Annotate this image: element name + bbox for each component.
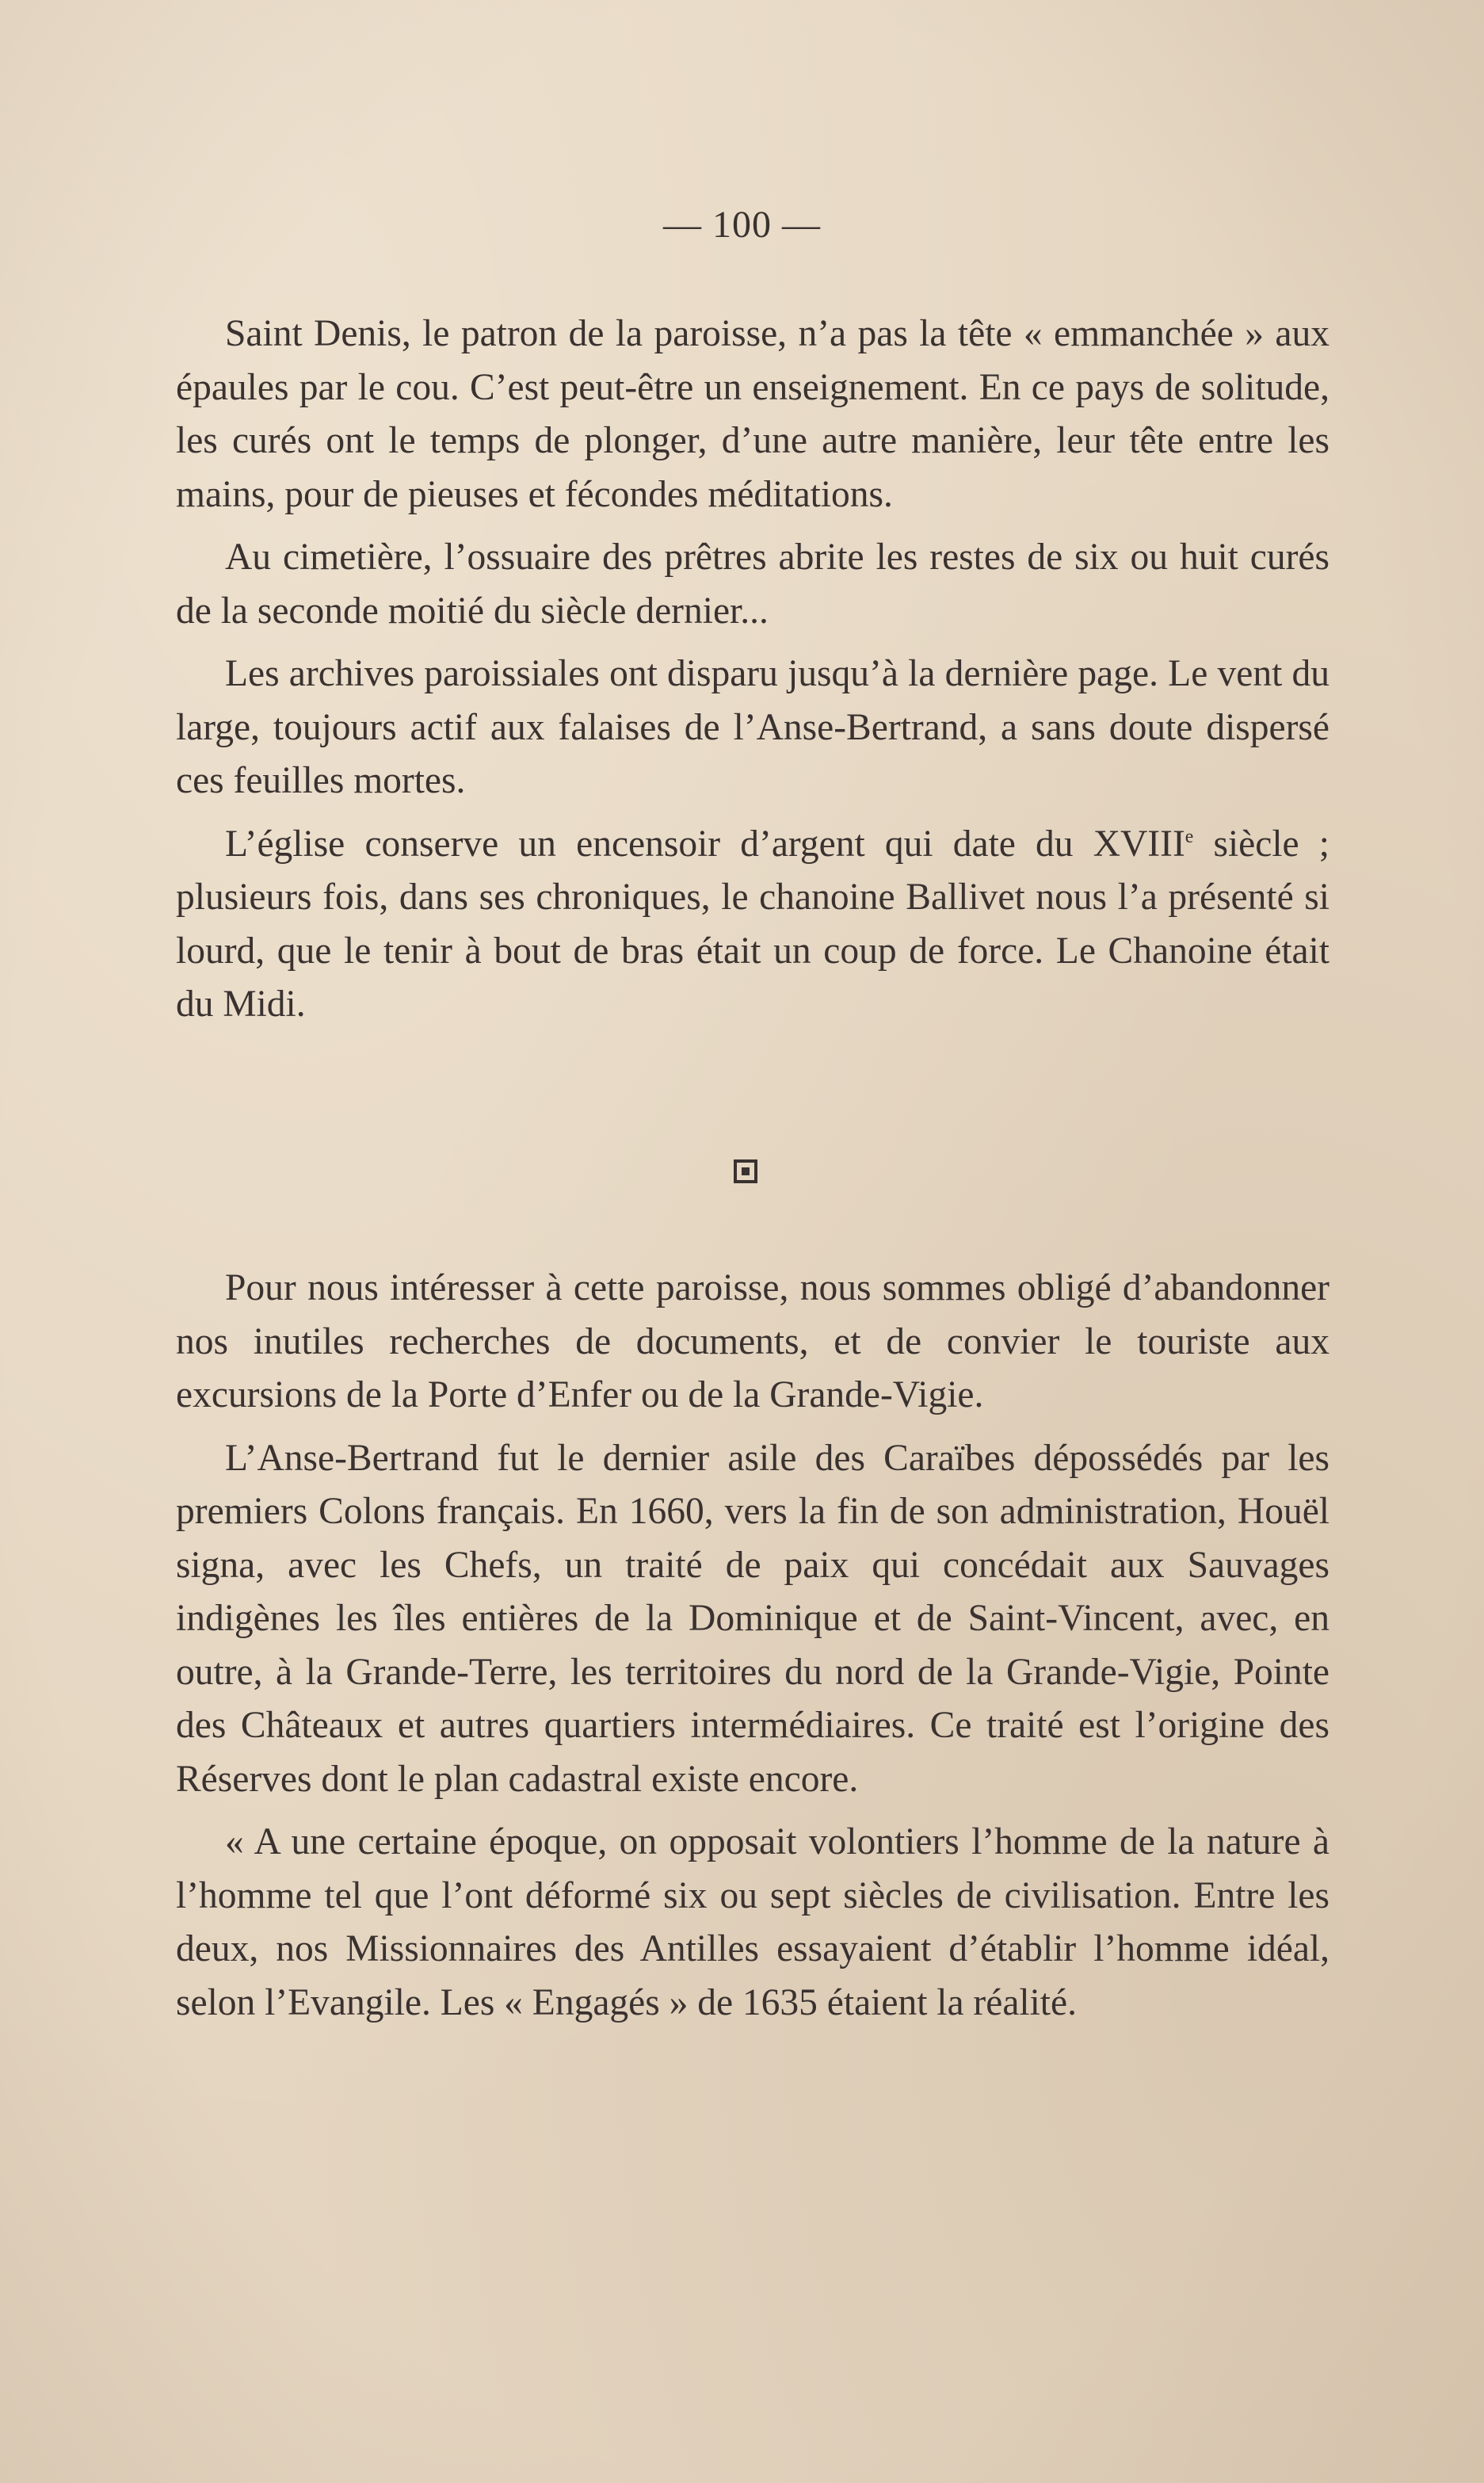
section-divider-ornament-icon [734,1159,757,1183]
text-section-2 [176,1262,1329,2039]
paragraph-encensoir [176,818,1329,1032]
paragraph-saint-denis: Saint Denis, le patron de la paroisse, n’a pas la tête « emmanchée » aux épaules par le cou. C’est peut-être un enseignement. En ce pays de solitude, les curés ont le temps de plonger, d’une autre manière, leur tête entre les mains, pour de pieuses et fécondes méditations. [176,313,1329,515]
paragraph-encensoir-part-2: siècle ; plusieurs fois, dans ses chroniques, le chanoine Ballivet nous l’a présenté si lourd, que le tenir à bout de bras était un coup de force. Le Chanoine était du Midi. [176,823,1329,1025]
text-section-1 [176,308,1329,1041]
paragraph-archives: Les archives paroissiales ont disparu jusqu’à la dernière page. Le vent du large, toujours actif aux falaises de l’Anse-Bertrand, a sans doute dispersé ces feuilles mortes. [176,653,1329,801]
paragraph-cimetiere: Au cimetière, l’ossuaire des prêtres abrite les restes de six ou huit curés de la seconde moitié du siècle dernier... [176,537,1329,632]
page-number: — 100 — [663,204,821,246]
paragraph-paroisse: Pour nous intéresser à cette paroisse, nous sommes obligé d’abandonner nos inutiles recherches de documents, et de convier le touriste aux excursions de la Porte d’Enfer ou de la Grande-Vigie. [176,1267,1329,1415]
century-ordinal-superscript: e [1185,826,1194,847]
paragraph-encensoir-part-1: L’église conserve un encensoir d’argent qui date du XVIII [225,823,1185,865]
paragraph-caraibes: L’Anse-Bertrand fut le dernier asile des Caraïbes dépossédés par les premiers Colons français. En 1660, vers la fin de son administration, Houël signa, avec les Chefs, un traité de paix qui concédait aux Sauvages indigènes les îles entières de la Dominique et de Saint-Vincent, avec, en outre, à la Grande-Terre, les territoires du nord de la Grande-Vigie, Pointe des Châteaux et autres quartiers intermédiaires. Ce traité est l’origine des Réserves dont le plan cadastral existe encore. [176,1437,1329,1800]
paragraph-homme-nature: « A une certaine époque, on opposait volontiers l’homme de la nature à l’homme tel que l’ont déformé six ou sept siècles de civilisation. Entre les deux, nos Missionnaires des Antilles essayaient d’établir l’homme idéal, selon l’Evangile. Les « Engagés » de 1635 étaient la réalité. [176,1821,1329,2023]
